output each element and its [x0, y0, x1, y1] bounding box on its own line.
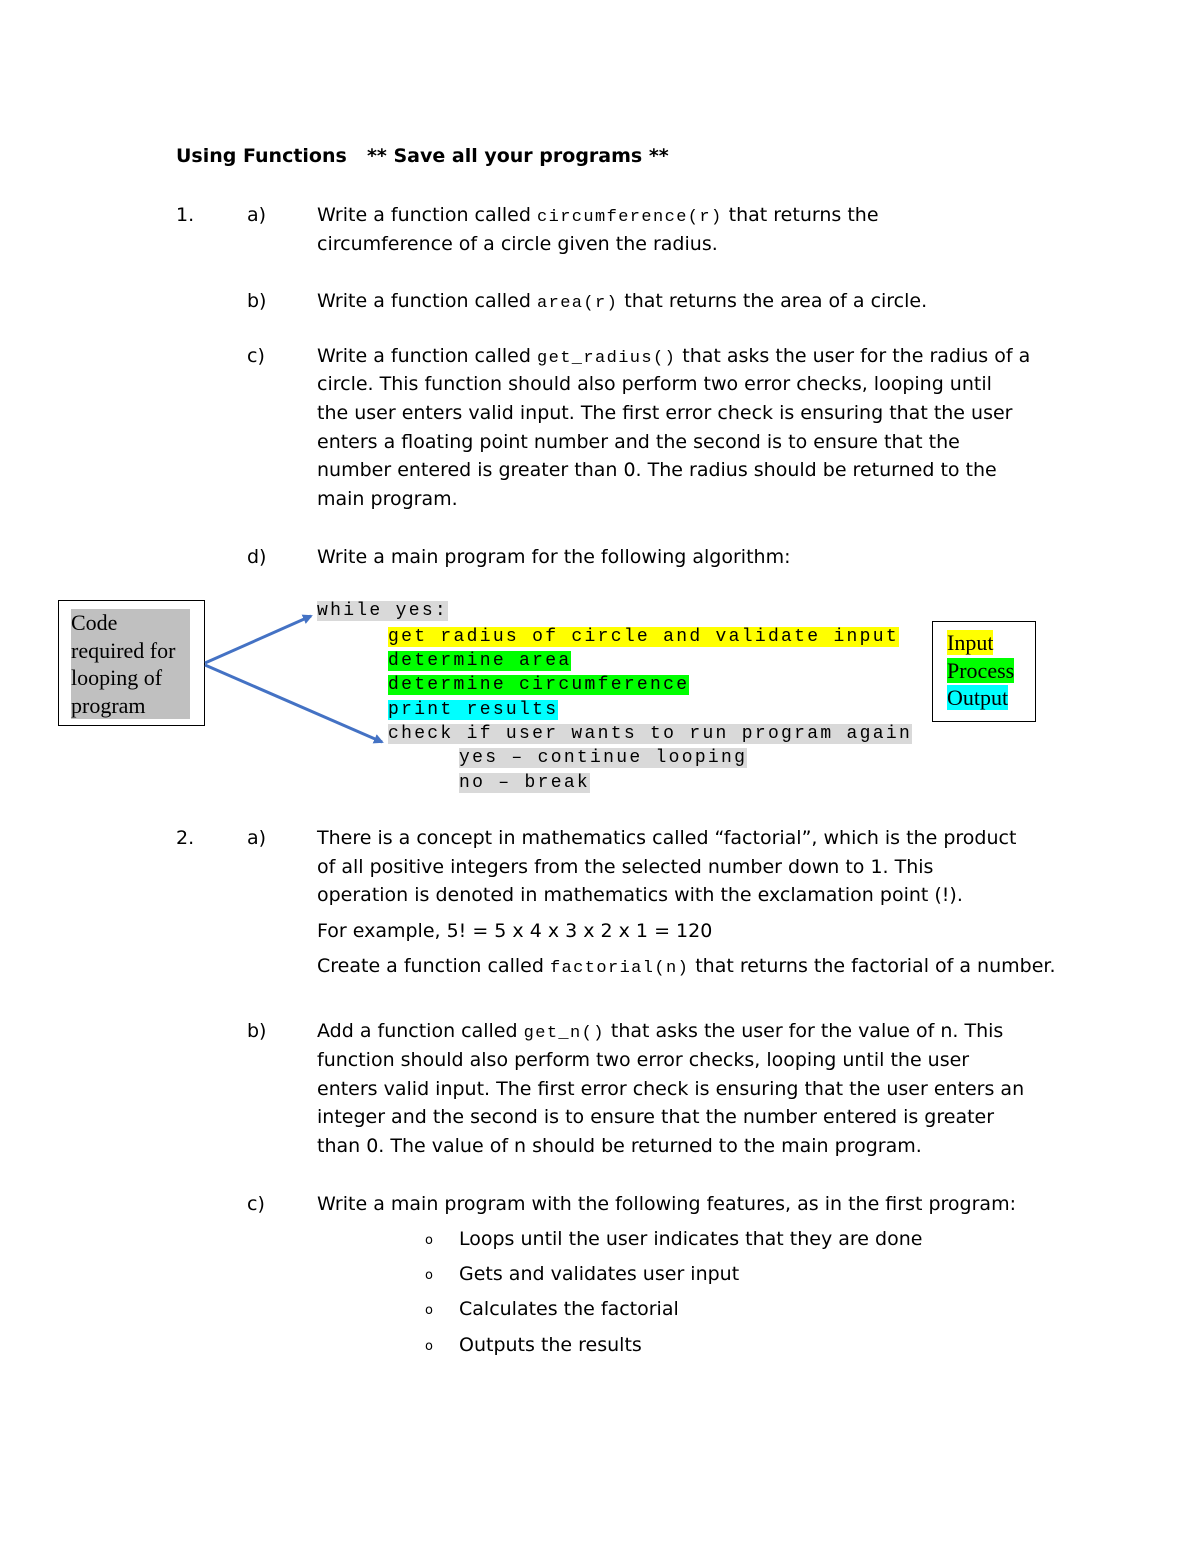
legend-process: Process: [947, 657, 1015, 683]
q1a-line2: circumference of a circle given the radius.: [317, 233, 718, 255]
q2b-post: that asks the user for the value of n. This: [604, 1020, 1004, 1042]
algo-line-circumference: determine circumference: [388, 675, 690, 695]
bullet-item: Calculates the factorial: [459, 1298, 679, 1320]
q2b-text: [317, 1017, 1003, 1049]
q1c-label: c): [247, 345, 265, 367]
q2b-pre: Add a function called: [317, 1020, 524, 1042]
q2b-line: function should also perform two error checks, looping until the user: [317, 1049, 970, 1071]
q2b-code: get_n(): [523, 1024, 605, 1043]
q2b-line: enters valid input. The first error check is ensuring that the user enters an: [317, 1078, 1025, 1100]
legend-output: Output: [947, 685, 1009, 710]
q2a-label: a): [247, 827, 267, 849]
q2b-line: than 0. The value of n should be returned to the main program.: [317, 1135, 922, 1157]
q1c-line: circle. This function should also perform two error checks, looping until: [317, 373, 992, 395]
q1c-line: number entered is greater than 0. The radius should be returned to the: [317, 459, 997, 481]
legend-input: Input: [947, 630, 994, 655]
algo-line-yes: yes – continue looping: [459, 748, 748, 768]
ipo-legend: [932, 621, 1036, 722]
q1a-label: a): [247, 204, 267, 226]
loop-note-line: program: [71, 692, 190, 720]
algo-line-check: check if user wants to run program again: [388, 724, 913, 744]
bullet-marker: o: [425, 1339, 433, 1354]
loop-note-line: required for: [71, 637, 190, 665]
q2c-text: Write a main program with the following features, as in the first program:: [317, 1193, 1016, 1215]
q1d-text: Write a main program for the following algorithm:: [317, 546, 791, 568]
question-1-number: 1.: [176, 204, 195, 226]
q1c-line: enters a floating point number and the second is to ensure that the: [317, 431, 960, 453]
bullet-marker: o: [425, 1303, 433, 1318]
algo-line-no: no – break: [459, 773, 591, 793]
bullet-marker: o: [425, 1233, 433, 1248]
loop-note-line: Code: [71, 609, 190, 637]
q2a-create-post: that returns the factorial of a number.: [689, 955, 1056, 977]
q2a-line: of all positive integers from the selected number down to 1. This: [317, 856, 934, 878]
q1d-label: d): [247, 546, 267, 568]
q2a-create: [317, 952, 1056, 984]
q2a-create-pre: Create a function called: [317, 955, 550, 977]
q2a-line: operation is denoted in mathematics with the exclamation point (!).: [317, 884, 963, 906]
arrow-to-check: [205, 665, 382, 742]
algo-line-area: determine area: [388, 651, 572, 671]
bullet-item: Loops until the user indicates that they are done: [459, 1228, 923, 1250]
q1b-label: b): [247, 290, 267, 312]
q1b-pre: Write a function called: [317, 290, 537, 312]
algo-line-input: get radius of circle and validate input: [388, 627, 899, 647]
q1b-post: that returns the area of a circle.: [618, 290, 928, 312]
page-title: Using Functions: [176, 145, 347, 167]
q1a-post: that returns the: [722, 204, 879, 226]
q1a-code: circumference(r): [536, 208, 723, 227]
bullet-item: Gets and validates user input: [459, 1263, 740, 1285]
q2b-line: integer and the second is to ensure that the number entered is greater: [317, 1106, 995, 1128]
q2b-label: b): [247, 1020, 267, 1042]
q2c-label: c): [247, 1193, 265, 1215]
bullet-marker: o: [425, 1268, 433, 1283]
q2a-line: There is a concept in mathematics called “factorial”, which is the product: [317, 827, 1017, 849]
q1c-code: get_radius(): [536, 349, 677, 368]
algo-line-while: while yes:: [317, 601, 449, 621]
q1b-code: area(r): [536, 294, 619, 313]
q1a-pre: Write a function called: [317, 204, 537, 226]
q1c-post: that asks the user for the radius of a: [676, 345, 1031, 367]
save-note: ** Save all your programs **: [367, 145, 669, 167]
q2a-example: For example, 5! = 5 x 4 x 3 x 2 x 1 = 120: [317, 920, 713, 942]
bullet-item: Outputs the results: [459, 1334, 642, 1356]
question-2-number: 2.: [176, 827, 195, 849]
q1c-pre: Write a function called: [317, 345, 537, 367]
arrow-to-while: [205, 616, 311, 663]
loop-note-line: looping of: [71, 664, 190, 692]
q2a-create-code: factorial(n): [549, 959, 690, 978]
algo-line-print: print results: [388, 700, 559, 720]
q1c-line: main program.: [317, 488, 458, 510]
q1c-line: the user enters valid input. The first error check is ensuring that the user: [317, 402, 1013, 424]
